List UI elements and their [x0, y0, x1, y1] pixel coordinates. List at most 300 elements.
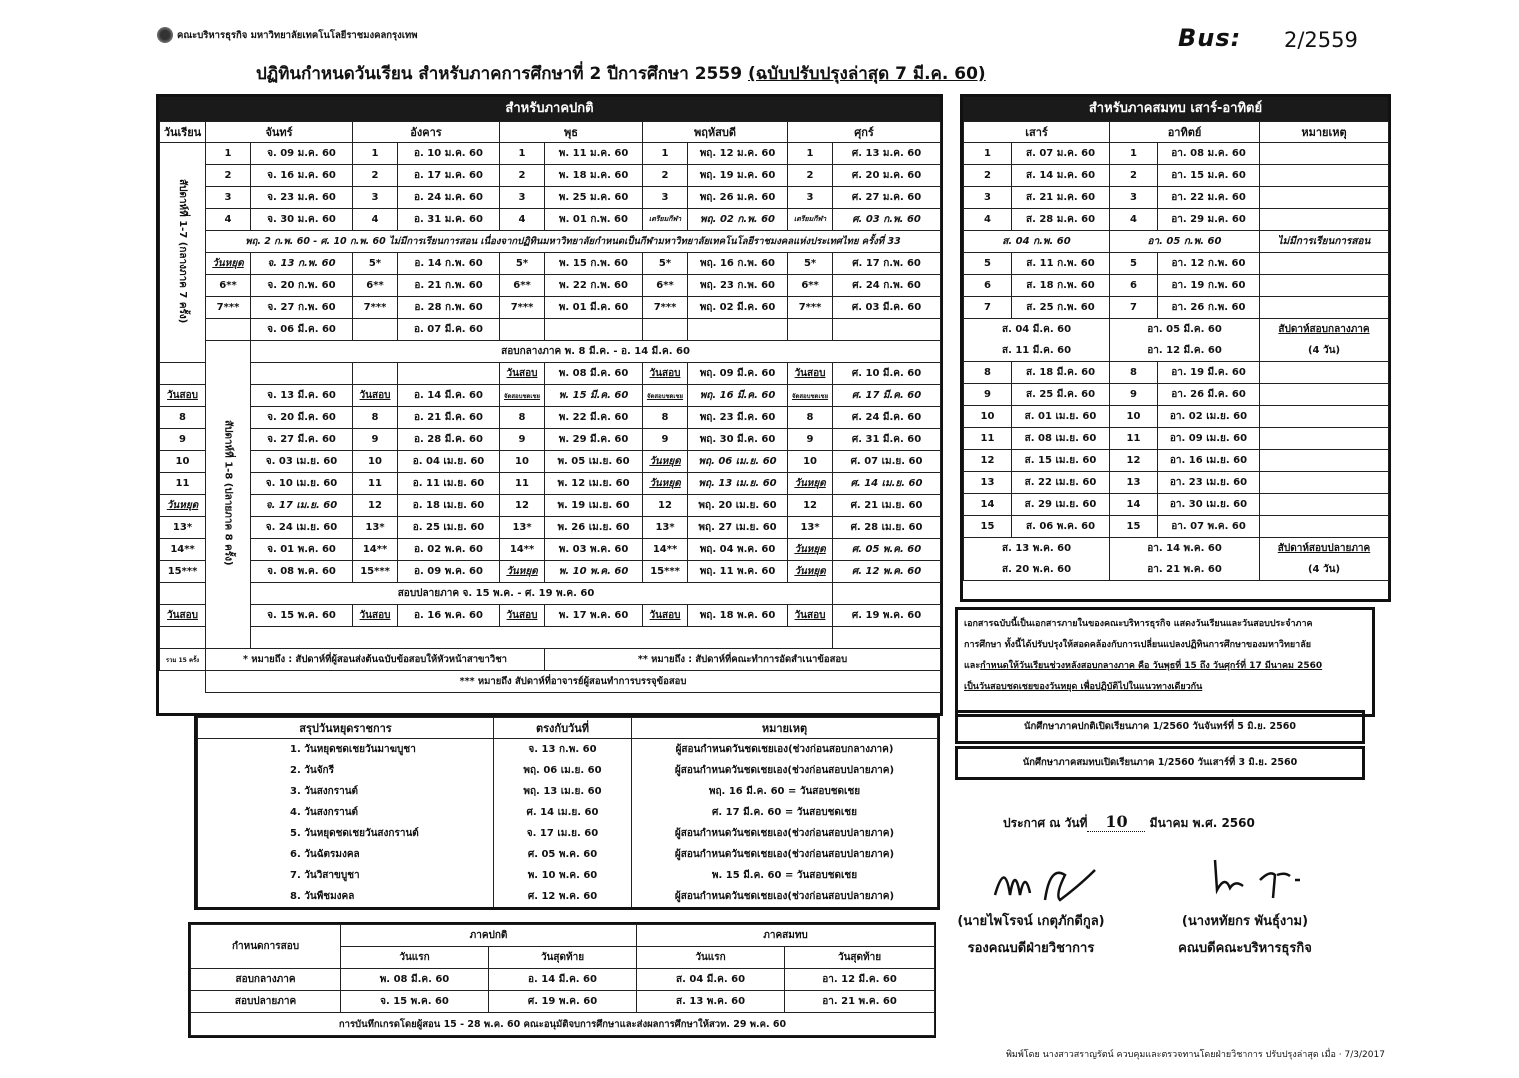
col-header-remark [1260, 122, 1389, 143]
week-number: 7*** [798, 302, 822, 313]
week-number: 15 [1126, 521, 1141, 532]
org-header [157, 27, 418, 43]
break-note: พฤ. 2 ก.พ. 60 - ศ. 10 ก.พ. 60 ไม่มีการเรียนการสอน เนื่องจากปฏิทินมหาวิทยาลัยกำหนดเป็นกีฬามหาวิทยาลัยเทคโนโลยีราชมงคลแห่งประเทศไทย ครั้งที่ 33 [245, 236, 901, 247]
cell-date [545, 363, 643, 385]
class-date: พ. 03 พ.ค. 60 [558, 544, 629, 555]
holiday-date-cell [494, 802, 632, 823]
class-date: ศ. 31 มี.ค. 60 [851, 434, 922, 445]
cell-date [1012, 472, 1110, 494]
week-number: 14** [652, 544, 678, 555]
class-date: จ. 27 มี.ค. 60 [267, 434, 336, 445]
holiday-name-cell [198, 844, 494, 865]
cell-week [160, 429, 206, 451]
cell-date [398, 363, 500, 385]
cell-date [251, 407, 353, 429]
week-number: 7*** [216, 302, 240, 313]
schedule-row [160, 605, 941, 627]
signature-2-icon [1205, 850, 1325, 900]
week-number: 8 [179, 412, 186, 423]
cell-date [398, 495, 500, 517]
holiday-date: จ. 13 ก.พ. 60 [528, 744, 597, 755]
class-date: พ. 08 มี.ค. 60 [558, 368, 629, 379]
cell-week [643, 473, 688, 495]
class-date: พฤ. 27 เม.ย. 60 [698, 522, 777, 533]
cell-date [398, 253, 500, 275]
class-date: จ. 13 ก.พ. 60 [267, 258, 336, 269]
class-date: ศ. 14 เม.ย. 60 [850, 478, 923, 489]
cell-date [398, 187, 500, 209]
cell-week [1110, 428, 1158, 450]
cell-week [964, 209, 1012, 231]
cell-date [833, 539, 941, 561]
day-label: วันหยุด [649, 478, 681, 489]
announce-day: 10 [1087, 812, 1145, 832]
cell-date [398, 451, 500, 473]
cell-week [353, 363, 398, 385]
cell-week [964, 297, 1012, 319]
cell-date [545, 495, 643, 517]
col-header: สรุปวันหยุดราชการ [299, 722, 392, 735]
cell-date [833, 385, 941, 407]
class-date: อา. 23 เม.ย. 60 [1169, 477, 1248, 488]
holiday-date: พฤ. 06 เม.ย. 60 [523, 765, 602, 776]
class-date: ศ. 17 ก.พ. 60 [852, 258, 921, 269]
cell-date [1158, 494, 1260, 516]
class-date: ส. 07 ม.ค. 60 [1025, 148, 1096, 159]
week-number: 9 [518, 434, 526, 445]
cell-week [788, 561, 833, 583]
cell-week [964, 253, 1012, 275]
class-date: อ. 24 ม.ค. 60 [414, 192, 483, 203]
schedule-row [160, 187, 941, 209]
week-number: 5* [515, 258, 529, 269]
cell-week [353, 429, 398, 451]
week-number: 3 [984, 192, 991, 203]
cell-week [353, 517, 398, 539]
cell-week [643, 143, 688, 165]
col-header-day [160, 122, 206, 143]
cell-week [353, 187, 398, 209]
week-number: 14 [1126, 499, 1141, 510]
holiday-date-cell [494, 865, 632, 886]
exam-date: อา. 12 มี.ค. 60 [1147, 345, 1222, 356]
cell-week [353, 143, 398, 165]
holiday-name: 5. วันหยุดชดเชยวันสงกรานต์ [290, 828, 419, 839]
holiday-date: ศ. 14 เม.ย. 60 [526, 807, 599, 818]
cell-date [1012, 428, 1110, 450]
cell-week [206, 187, 251, 209]
exam-date: ส. 13 พ.ค. 60 [1001, 543, 1072, 554]
day-label: วันสอบ [794, 368, 826, 379]
cell-date [833, 605, 941, 627]
cell-week [788, 253, 833, 275]
class-date: พฤ. 16 มี.ค. 60 [699, 390, 776, 401]
holiday-remark-cell [632, 781, 938, 802]
mid-sun [1110, 319, 1260, 341]
cell-date [833, 473, 941, 495]
cell-date [688, 539, 788, 561]
regular-schedule [156, 94, 943, 716]
exam-col-label: กำหนดการสอบ [191, 925, 341, 969]
weekend-row [964, 516, 1389, 538]
cell-week [500, 451, 545, 473]
exam-schedule [188, 922, 936, 1038]
cell-week [964, 516, 1012, 538]
cell-week [1110, 209, 1158, 231]
cell-week [206, 297, 251, 319]
holiday-remark: ผู้สอนกำหนดวันชดเชยเอง(ช่วงก่อนสอบปลายภาค) [674, 849, 895, 860]
cell-week [643, 407, 688, 429]
cell-date [545, 209, 643, 231]
holiday-col-header [494, 718, 632, 739]
cell-week [643, 165, 688, 187]
cell-date [398, 275, 500, 297]
week-number: 13* [172, 522, 193, 533]
week-number: 1 [661, 148, 669, 159]
footnote: * หมายถึง : สัปดาห์ที่ผู้สอนส่งต้นฉบับข้อสอบให้หัวหน้าสาขาวิชา [243, 654, 507, 665]
week-number: 7*** [510, 302, 534, 313]
cell-date [545, 429, 643, 451]
schedule-row [160, 275, 941, 297]
cell-date [1012, 384, 1110, 406]
cell-week [500, 539, 545, 561]
cell-week [788, 517, 833, 539]
cell-week [1110, 406, 1158, 428]
week-number: 2 [661, 170, 669, 181]
class-date: พฤ. 09 มี.ค. 60 [699, 368, 776, 379]
regular-table [159, 121, 941, 693]
holiday-col-header [198, 718, 494, 739]
cell-remark [1260, 516, 1389, 538]
schedule-row [160, 385, 941, 407]
cell-week [788, 143, 833, 165]
schedule-row [160, 495, 941, 517]
cell-week [160, 451, 206, 473]
cell-date [833, 143, 941, 165]
week-number: 14** [509, 544, 535, 555]
holiday-date: พฤ. 13 เม.ย. 60 [523, 786, 602, 797]
class-date: อา. 09 เม.ย. 60 [1169, 433, 1248, 444]
cell-week [788, 605, 833, 627]
cell-week [643, 297, 688, 319]
class-date: อา. 08 ม.ค. 60 [1171, 148, 1246, 159]
exam-date: ศ. 19 พ.ค. 60 [489, 991, 637, 1013]
day-label: วันสอบ [506, 368, 538, 379]
week-number: 15 [980, 521, 995, 532]
class-date: พฤ. 11 พ.ค. 60 [699, 566, 776, 577]
class-date: พฤ. 23 มี.ค. 60 [699, 412, 776, 423]
cell-week [160, 385, 206, 407]
class-date: อา. 22 ม.ค. 60 [1171, 192, 1246, 203]
day-label: วันสอบ [649, 368, 681, 379]
weekend-row [964, 187, 1389, 209]
cell-remark [1260, 472, 1389, 494]
week-number: 4 [224, 214, 232, 225]
cell-date [688, 407, 788, 429]
title-text: ปฏิทินกำหนดวันเรียน สำหรับภาคการศึกษาที่ 2 ปีการศึกษา 2559 [256, 64, 748, 84]
cell-date [1158, 428, 1260, 450]
week-number: 4 [371, 214, 379, 225]
holiday-remark-cell [632, 844, 938, 865]
holiday-date: ศ. 12 พ.ค. 60 [527, 891, 598, 902]
class-date: ศ. 24 มี.ค. 60 [851, 412, 922, 423]
cell-week [643, 561, 688, 583]
week-number: 8 [1130, 367, 1137, 378]
footnote-3 [206, 671, 941, 693]
exam-date: อ. 14 มี.ค. 60 [489, 969, 637, 991]
cell-date [1158, 187, 1260, 209]
cell-remark [1260, 187, 1389, 209]
cell-week [788, 165, 833, 187]
cell-date [688, 473, 788, 495]
class-date: พฤ. 04 พ.ค. 60 [699, 544, 776, 555]
cell-week [500, 385, 545, 407]
day-label: วันหยุด [166, 500, 199, 511]
cell-label [788, 209, 833, 231]
cell-date [545, 561, 643, 583]
exam-week-note: สัปดาห์สอบกลางภาค [1278, 324, 1370, 335]
cell-date [833, 209, 941, 231]
cell-date [688, 363, 788, 385]
day-label: วันสอบ [506, 610, 538, 621]
week-number: 11 [368, 478, 382, 489]
class-date: อา. 07 พ.ค. 60 [1171, 521, 1246, 532]
weekend-row [964, 450, 1389, 472]
schedule-row [160, 539, 941, 561]
class-date: พ. 01 ก.พ. 60 [559, 214, 628, 225]
cell-week [788, 363, 833, 385]
holiday-remark-cell [632, 760, 938, 781]
class-date: อ. 18 เม.ย. 60 [412, 500, 485, 511]
cell-date [1012, 253, 1110, 275]
class-date: อ. 14 ก.พ. 60 [414, 258, 483, 269]
footnote: ** หมายถึง : สัปดาห์ที่คณะทำการอัดสำเนาข้อสอบ [637, 654, 848, 665]
holiday-date-cell [494, 781, 632, 802]
cell-week [500, 275, 545, 297]
cell-date [398, 165, 500, 187]
cell-date [1158, 406, 1260, 428]
class-date: พฤ. 06 เม.ย. 60 [698, 456, 777, 467]
class-date: อา. 19 ก.พ. 60 [1171, 280, 1246, 291]
holiday-date: จ. 17 เม.ย. 60 [526, 828, 599, 839]
cell-date [1158, 384, 1260, 406]
holiday-date-cell [494, 739, 632, 761]
week-label: เตรียมกีฬา [648, 215, 682, 223]
holiday-remark-cell [632, 886, 938, 907]
exam-date: อา. 14 พ.ค. 60 [1147, 543, 1222, 554]
cell-week [788, 429, 833, 451]
class-date: พฤ. 18 พ.ค. 60 [699, 610, 776, 621]
cell-week [500, 561, 545, 583]
cell-date [545, 473, 643, 495]
class-date: ส. 29 เม.ย. 60 [1024, 499, 1097, 510]
cell-week [788, 451, 833, 473]
class-date: อ. 10 ม.ค. 60 [414, 148, 483, 159]
cell-date [398, 539, 500, 561]
week-number: 10 [368, 456, 382, 467]
cell-week [643, 429, 688, 451]
class-date: ศ. 17 มี.ค. 60 [851, 390, 922, 401]
cell-remark [1260, 165, 1389, 187]
cell-week [206, 319, 251, 341]
weekend-row [964, 494, 1389, 516]
exam-date: อา. 21 พ.ค. 60 [1147, 564, 1222, 575]
schedule-row [160, 165, 941, 187]
class-date: พ. 17 พ.ค. 60 [558, 610, 629, 621]
class-date: พ. 15 มี.ค. 60 [558, 390, 629, 401]
holiday-remark: ผู้สอนกำหนดวันชดเชยเอง(ช่วงก่อนสอบกลางภาค) [675, 744, 894, 755]
cell-remark [1260, 275, 1389, 297]
cell-date [1012, 209, 1110, 231]
cell-date [833, 319, 941, 341]
footnote: *** หมายถึง สัปดาห์ที่อาจารย์ผู้สอนทำการบรรจุข้อสอบ [459, 676, 687, 687]
week-number: 12 [368, 500, 382, 511]
cell-date [251, 451, 353, 473]
holiday-name: 3. วันสงกรานต์ [290, 786, 359, 797]
cell-week [160, 407, 206, 429]
cell-date [251, 539, 353, 561]
week-number: 14 [980, 499, 995, 510]
holiday-name-cell [198, 760, 494, 781]
exam-date: ส. 20 พ.ค. 60 [1001, 564, 1072, 575]
class-date: ศ. 28 เม.ย. 60 [850, 522, 923, 533]
cell-week [1110, 384, 1158, 406]
cell-date [833, 253, 941, 275]
class-date: ศ. 03 มี.ค. 60 [851, 302, 922, 313]
schedule-row [160, 143, 941, 165]
week-number: 8 [371, 412, 379, 423]
cell-week [160, 363, 206, 385]
notice-line: การศึกษา ทั้งนี้ได้ปรับปรุงให้สอดคล้องกับการเปลี่ยนแปลงปฏิทินการศึกษาของมหาวิทยาลัย [964, 640, 1312, 650]
cell-date [251, 517, 353, 539]
holiday-name-cell [198, 823, 494, 844]
day-label: วันสอบ [794, 610, 826, 621]
cell-date [251, 429, 353, 451]
class-date: อา. 02 เม.ย. 60 [1169, 411, 1248, 422]
week-number: 12 [980, 455, 995, 466]
cell-date [251, 561, 353, 583]
class-date: จ. 23 ม.ค. 60 [267, 192, 336, 203]
cell-week [500, 495, 545, 517]
class-date: พ. 10 พ.ค. 60 [558, 566, 629, 577]
cell-week [353, 539, 398, 561]
cell-date [1158, 362, 1260, 384]
col-header-sunday [1110, 122, 1260, 143]
holiday-date-cell [494, 760, 632, 781]
cell-date [251, 363, 353, 385]
holiday-summary [194, 714, 940, 910]
cell-date [1158, 143, 1260, 165]
break-note-cell [206, 231, 941, 253]
week-number: 12 [1126, 455, 1141, 466]
col-header: พฤหัสบดี [694, 126, 737, 139]
class-date: ส. 18 ก.พ. 60 [1026, 280, 1095, 291]
cell-week [160, 539, 206, 561]
cell-week [206, 209, 251, 231]
announce-suffix: มีนาคม พ.ศ. 2560 [1149, 816, 1255, 830]
cell-date [545, 297, 643, 319]
exam-row-final [191, 991, 935, 1013]
week-number: 6** [219, 280, 237, 291]
mid-sat [964, 319, 1110, 341]
week-number: 7*** [363, 302, 387, 313]
week-number: 6** [801, 280, 819, 291]
week-label: เตรียมกีฬา [793, 215, 827, 223]
cell-week [160, 495, 206, 517]
break-date: อา. 05 ก.พ. 60 [1147, 236, 1222, 247]
weekend-row [964, 406, 1389, 428]
week-number: 6** [656, 280, 674, 291]
class-date: ส. 15 เม.ย. 60 [1024, 455, 1097, 466]
cell-date [251, 143, 353, 165]
cell-week [788, 297, 833, 319]
schedule-row [160, 407, 941, 429]
weekend-row [964, 253, 1389, 275]
week-number: 9 [806, 434, 814, 445]
cell-date [398, 561, 500, 583]
class-date: ส. 18 มี.ค. 60 [1025, 367, 1096, 378]
class-date: อ. 09 พ.ค. 60 [414, 566, 483, 577]
holiday-row [198, 802, 938, 823]
class-date: อ. 25 เม.ย. 60 [412, 522, 485, 533]
schedule-row [160, 429, 941, 451]
week-number: 6 [1130, 280, 1137, 291]
cell-date [545, 143, 643, 165]
class-date: ส. 28 ม.ค. 60 [1025, 214, 1096, 225]
class-date: อ. 28 มี.ค. 60 [414, 434, 483, 445]
break-date: ส. 04 ก.พ. 60 [1002, 236, 1071, 247]
schedule-row [160, 253, 941, 275]
class-date: จ. 03 เม.ย. 60 [265, 456, 338, 467]
class-date: จ. 16 ม.ค. 60 [267, 170, 336, 181]
class-date: อ. 11 เม.ย. 60 [412, 478, 485, 489]
holiday-row [198, 781, 938, 802]
signer-1 [956, 910, 1106, 958]
cell-date [398, 297, 500, 319]
week-number: 3 [224, 192, 232, 203]
cell-date [1012, 275, 1110, 297]
cell-date [688, 187, 788, 209]
cell-week [353, 385, 398, 407]
cell-week [353, 451, 398, 473]
week-range-1 [160, 143, 206, 363]
class-date: พ. 15 ก.พ. 60 [559, 258, 628, 269]
schedule-row [160, 451, 941, 473]
day-label: วันหยุด [506, 566, 538, 577]
holiday-name-cell [198, 781, 494, 802]
holiday-name: 8. วันพืชมงคล [290, 891, 355, 902]
mid-days [1260, 340, 1389, 362]
holiday-row [198, 760, 938, 781]
class-date: พฤ. 13 เม.ย. 60 [698, 478, 777, 489]
cell-remark [1260, 362, 1389, 384]
cell-week [353, 561, 398, 583]
class-date: พ. 22 มี.ค. 60 [558, 412, 629, 423]
week-number: 5* [803, 258, 817, 269]
cell-week [500, 165, 545, 187]
class-date: ส. 14 ม.ค. 60 [1025, 170, 1096, 181]
week-number: 9 [1130, 389, 1137, 400]
class-date: ศ. 20 ม.ค. 60 [851, 170, 922, 181]
signer-position: คณบดีคณะบริหารธุรกิจ [1178, 941, 1312, 956]
week-number: 12 [515, 500, 529, 511]
class-date: อา. 29 ม.ค. 60 [1171, 214, 1246, 225]
col-header: ตรงกับวันที่ [535, 722, 589, 735]
day-label: วันหยุด [794, 478, 826, 489]
holiday-date: ศ. 05 พ.ค. 60 [527, 849, 598, 860]
col-header: เสาร์ [1025, 126, 1048, 139]
cell-date [545, 385, 643, 407]
